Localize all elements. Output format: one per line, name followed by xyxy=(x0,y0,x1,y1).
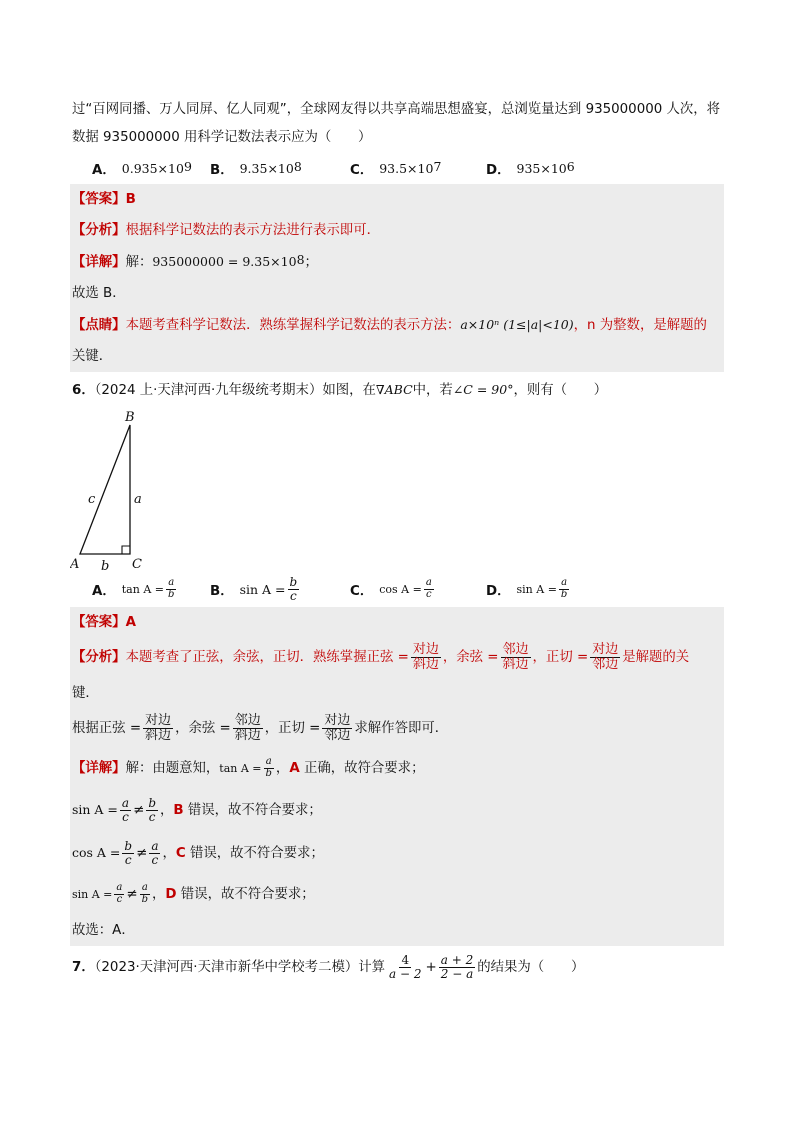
q6-analysis-row: 【分析】本题考查了正弦，余弦，正切．熟练掌握正弦 = $\frac{\text{对边}}{\text{斜边}}$ ，余弦 = $\frac{\text{邻边}}{\text{斜边}}$ ，正切 = $\frac{\text{对边}}{\text{邻边}}$ 是解题的关 xyxy=(72,641,690,672)
q6-options xyxy=(72,571,724,607)
q6-conclusion: 故选：A． xyxy=(72,923,135,938)
q7-stem: 7．（2023·天津河西·天津市新华中学校考二模）计算 $\frac{4}{a - 2}$ + $\frac{a + 2}{2 - a}$ 的结果为（ ） xyxy=(72,952,585,981)
triangle-shape xyxy=(80,425,130,554)
q6-answer: A xyxy=(125,615,136,630)
q6-rule-row: 根据正弦 = $\frac{\text{对边}}{\text{斜边}}$ ，余弦 = $\frac{\text{邻边}}{\text{斜边}}$ ，正切 = $\frac{\text{对边}}{\text{邻边}}$ 求解作答即可． xyxy=(72,712,449,743)
vertex-label-a: A xyxy=(70,557,80,571)
side-label-b: b xyxy=(101,559,110,571)
q6-option-c[interactable]: C． cos A = $\frac{a}{c}$ xyxy=(350,577,432,600)
q5-option-a[interactable]: A． 0.935×10 $^9$ xyxy=(92,158,192,178)
q5-answer-row: 【答案】B xyxy=(72,192,136,207)
q6-detail-row-2: sin A = $\frac{a}{c}$ ≠ $\frac{b}{c}$ ，B 错误，故不符合要求； xyxy=(72,795,322,824)
q5-stem-line2: 数据 935000000 用科学记数法表示应为（ ） xyxy=(72,130,372,145)
q6-stem: 6．（2024 上·天津河西·九年级统考期末）如图，在∇ABC中，若∠C = 90°，则有（ ） xyxy=(72,382,608,398)
q5-conclusion: 故选 B． xyxy=(72,286,126,301)
q5-options xyxy=(72,152,724,184)
q5-option-b[interactable]: B． 9.35×10 $^8$ xyxy=(210,158,302,178)
q6-detail-row-4: sin A = $\frac{a}{c}$ ≠ $\frac{a}{b}$ ，D 错误，故不符合要求； xyxy=(72,882,315,905)
side-label-a: a xyxy=(134,492,142,507)
q6-detail-row-3: cos A = $\frac{b}{c}$ ≠ $\frac{a}{c}$ ，C 错误，故不符合要求； xyxy=(72,838,324,867)
q6-detail-row-1: 【详解】解：由题意知，tan A = $\frac{a}{b}$ ，A 正确，故符合要求； xyxy=(72,756,425,779)
q5-analysis-row: 【分析】根据科学记数法的表示方法进行表示即可． xyxy=(72,223,380,238)
q5-option-c[interactable]: C． 93.5×10 $^7$ xyxy=(350,158,442,178)
q6-option-a[interactable]: A． tan A = $\frac{a}{b}$ xyxy=(92,577,175,600)
q6-solution-box xyxy=(70,607,724,946)
q6-option-d[interactable]: D． sin A = $\frac{a}{b}$ xyxy=(486,577,568,600)
side-label-c: c xyxy=(88,492,96,507)
q5-answer: B xyxy=(125,192,136,207)
right-angle-mark xyxy=(122,546,130,554)
right-triangle-figure xyxy=(70,411,190,571)
q6-answer-row: 【答案】A xyxy=(72,615,136,630)
q5-comment-row: 【点睛】本题考查科学记数法．熟练掌握科学记数法的表示方法：a×10ⁿ (1≤|a|<10)，n 为整数，是解题的 xyxy=(72,317,707,333)
q5-option-d[interactable]: D． 935×10 $^6$ xyxy=(486,158,575,178)
q5-detail-row: 【详解】解：$935000000 = 9.35\times 10^8$； xyxy=(72,252,318,270)
document-page xyxy=(72,96,724,990)
q5-solution-box xyxy=(70,184,724,372)
vertex-label-b: B xyxy=(125,411,135,425)
q5-stem-line1: 过“百网同播、万人同屏、亿人同观”，全球网友得以共享高端思想盛宴，总浏览量达到 935000000 人次，将 xyxy=(72,102,721,117)
q6-analysis-line2: 键． xyxy=(72,686,99,701)
q5-comment-line2: 关键． xyxy=(72,349,113,364)
vertex-label-c: C xyxy=(132,557,142,571)
q6-option-b[interactable]: B． sin A = $\frac{b}{c}$ xyxy=(210,574,298,603)
